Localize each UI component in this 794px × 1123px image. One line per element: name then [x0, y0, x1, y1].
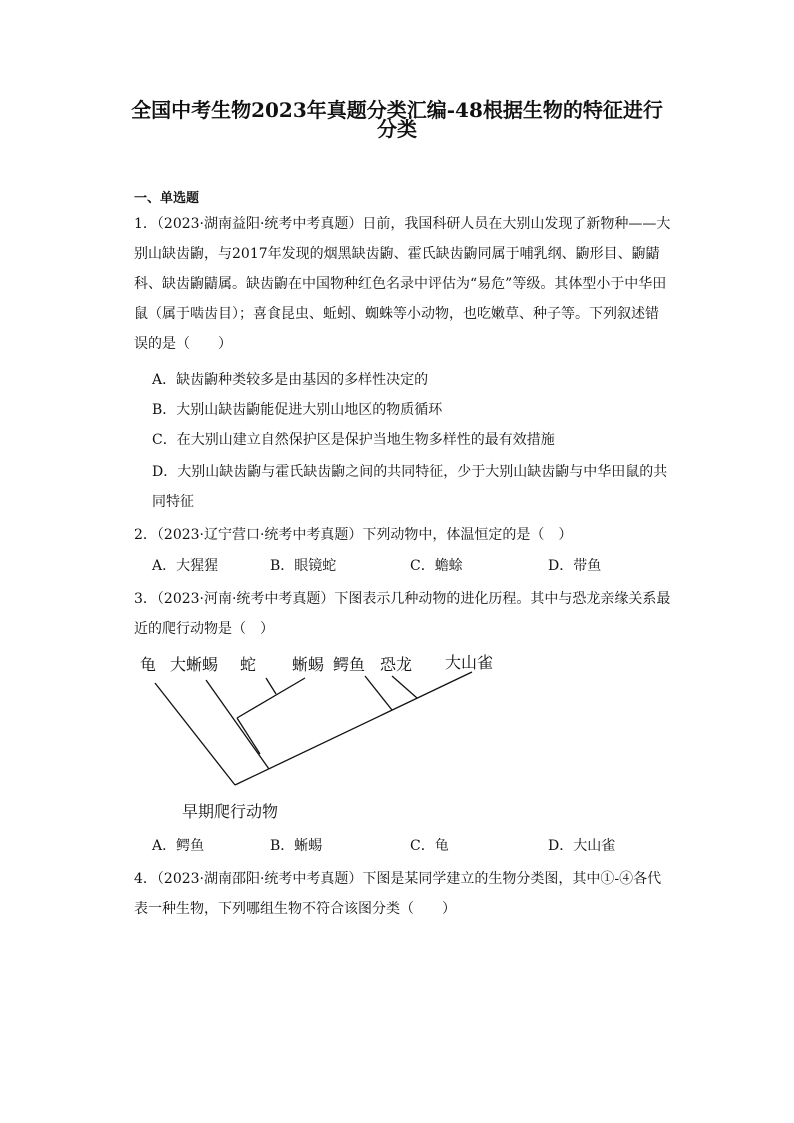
q2-option-a: A．大猩猩: [152, 558, 219, 574]
document-title-line2: 分类: [377, 117, 417, 141]
q1-line-5: 误的是（ ）: [134, 336, 232, 352]
q2-stem: 2．（2023·辽宁营口·统考中考真题）下列动物中，体温恒定的是（ ）: [134, 527, 573, 543]
q4-line-1: 4．（2023·湖南邵阳·统考中考真题）下图是某同学建立的生物分类图，其中①-④各代: [134, 871, 662, 887]
q2-option-c: C．蟾蜍: [410, 558, 463, 574]
branch-squamate-node: [237, 718, 260, 754]
q1-option-b: B．大别山缺齿鼩能促进大别山地区的物质循环: [152, 402, 443, 418]
branch-lizard: [237, 678, 305, 718]
tree-trunk: [235, 672, 472, 785]
branch-turtle: [155, 683, 235, 785]
label-turtle: 龟: [140, 655, 157, 674]
section-heading: 一、单选题: [134, 191, 200, 206]
q1-option-d: D．大别山缺齿鼩与霍氏缺齿鼩之间的共同特征，少于大别山缺齿鼩与中华田鼠的共: [152, 464, 668, 480]
tree-branches: [155, 672, 472, 785]
label-snake: 蛇: [240, 655, 257, 674]
label-dinosaur: 恐龙: [380, 655, 413, 674]
q1-line-4: 鼠（属于啮齿目）；喜食昆虫、蚯蚓、蜘蛛等小动物，也吃嫩草、种子等。下列叙述错: [134, 306, 659, 322]
label-great-tit: 大山雀: [445, 653, 494, 672]
q3-line-2: 近的爬行动物是（ ）: [134, 621, 274, 637]
q1-line-2: 别山缺齿鼩，与2017年发现的烟黑缺齿鼩、霍氏缺齿鼩同属于哺乳纲、鼩形目、鼩鼱: [134, 246, 660, 262]
q1-option-d-cont: 同特征: [152, 494, 194, 510]
q3-option-d: D．大山雀: [548, 838, 616, 854]
q1-option-a: A．缺齿鼩种类较多是由基因的多样性决定的: [152, 372, 429, 388]
q3-option-c: C．龟: [410, 838, 449, 854]
label-lizard: 蜥蜴: [292, 655, 325, 674]
document-title-line1: 全国中考生物2023年真题分类汇编-48根据生物的特征进行: [131, 98, 663, 122]
q2-option-b: B．眼镜蛇: [270, 558, 337, 574]
q1-line-3: 科、缺齿鼩鼱属。缺齿鼩在中国物种红色名录中评估为“易危”等级。其体型小于中华田: [134, 276, 667, 292]
q1-line-1: 1．（2023·湖南益阳·统考中考真题）日前，我国科研人员在大别山发现了新物种——大: [134, 216, 671, 232]
label-early-reptile: 早期爬行动物: [182, 802, 279, 821]
label-big-lizard: 大蜥蜴: [170, 655, 219, 674]
q3-line-1: 3．（2023·河南·统考中考真题）下图表示几种动物的进化历程。其中与恐龙亲缘关系最: [134, 591, 671, 607]
q1-option-c: C．在大别山建立自然保护区是保护当地生物多样性的最有效措施: [152, 432, 555, 448]
q3-option-a: A．鳄鱼: [152, 838, 205, 854]
branch-snake: [266, 678, 276, 694]
label-crocodile: 鳄鱼: [333, 655, 366, 674]
q3-option-b: B．蜥蜴: [270, 838, 323, 854]
evolution-tree-diagram: [120, 645, 520, 830]
branch-crocodile: [365, 676, 392, 710]
q4-line-2: 表一种生物，下列哪组生物不符合该图分类（ ）: [134, 901, 456, 917]
q2-option-d: D．带鱼: [548, 558, 602, 574]
branch-dinosaur: [392, 676, 417, 698]
branch-big-lizard: [206, 680, 269, 769]
